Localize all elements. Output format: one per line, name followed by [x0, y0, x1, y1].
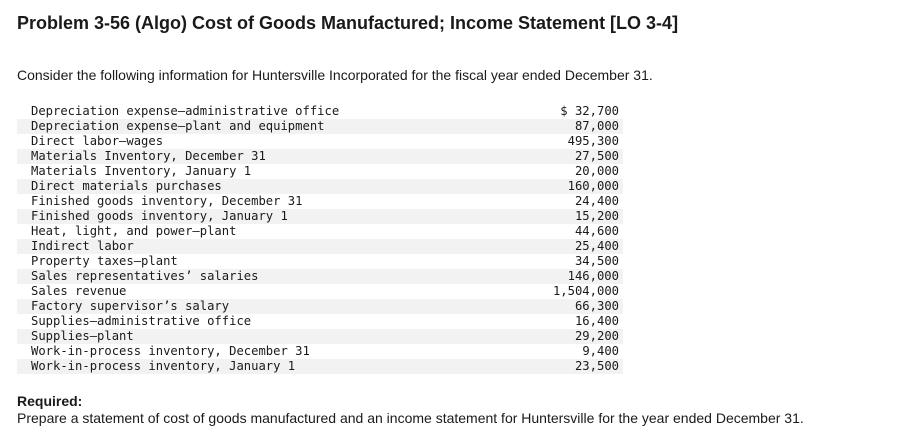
item-label: Depreciation expense—administrative office [31, 104, 340, 118]
item-amount: 24,400 [574, 194, 619, 208]
item-amount: 87,000 [511, 119, 623, 134]
intro-text: Consider the following information for Huntersville Incorporated for the fiscal year ended December 31. [17, 67, 653, 83]
required-instructions: Prepare a statement of cost of goods manufactured and an income statement for Huntersville for the year ended December 31. [17, 410, 804, 426]
item-label: Indirect labor [17, 239, 511, 254]
item-amount: 9,400 [582, 344, 619, 358]
item-amount: 146,000 [511, 269, 623, 284]
table-row [17, 149, 623, 164]
item-label: Materials Inventory, January 1 [31, 164, 252, 178]
table-row [17, 194, 623, 209]
item-label: Sales revenue [31, 284, 127, 298]
item-amount: 495,300 [567, 134, 619, 148]
table-row [17, 314, 623, 329]
item-amount: 25,400 [511, 239, 623, 254]
table-row [17, 134, 623, 149]
cost-data-table [17, 104, 623, 374]
table-row [17, 329, 623, 344]
item-amount: 66,300 [511, 299, 623, 314]
table-row [17, 284, 623, 299]
table-row [17, 119, 623, 134]
item-label: Supplies—administrative office [31, 314, 252, 328]
required-heading: Required: [17, 393, 83, 409]
item-label: Sales representatives’ salaries [17, 269, 511, 284]
table-row [17, 359, 623, 374]
problem-title: Problem 3-56 (Algo) Cost of Goods Manufactured; Income Statement [LO 3-4] [17, 13, 679, 33]
item-amount: 27,500 [511, 149, 623, 164]
table-row [17, 239, 623, 254]
table-row [17, 344, 623, 359]
table-row [17, 254, 623, 269]
table-row [17, 299, 623, 314]
table-row [17, 209, 623, 224]
item-label: Factory supervisor’s salary [17, 299, 511, 314]
item-amount: 16,400 [574, 314, 619, 328]
item-label: Finished goods inventory, January 1 [17, 209, 511, 224]
item-amount: $ 32,700 [560, 104, 619, 118]
item-label: Finished goods inventory, December 31 [31, 194, 303, 208]
item-amount: 1,504,000 [552, 284, 619, 298]
table-row [17, 104, 623, 119]
item-label: Heat, light, and power—plant [31, 224, 237, 238]
item-amount: 23,500 [511, 359, 623, 374]
item-label: Supplies—plant [17, 329, 511, 344]
item-label: Work-in-process inventory, December 31 [31, 344, 310, 358]
table-row [17, 164, 623, 179]
item-amount: 34,500 [574, 254, 619, 268]
table-row [17, 269, 623, 284]
table-row [17, 224, 623, 239]
item-amount: 20,000 [574, 164, 619, 178]
item-amount: 29,200 [511, 329, 623, 344]
item-label: Depreciation expense—plant and equipment [17, 119, 511, 134]
item-amount: 160,000 [511, 179, 623, 194]
item-label: Direct materials purchases [17, 179, 511, 194]
item-label: Property taxes—plant [31, 254, 178, 268]
item-label: Direct labor—wages [31, 134, 164, 148]
item-amount: 44,600 [574, 224, 619, 238]
item-amount: 15,200 [511, 209, 623, 224]
table-row [17, 179, 623, 194]
item-label: Work-in-process inventory, January 1 [17, 359, 511, 374]
item-label: Materials Inventory, December 31 [17, 149, 511, 164]
